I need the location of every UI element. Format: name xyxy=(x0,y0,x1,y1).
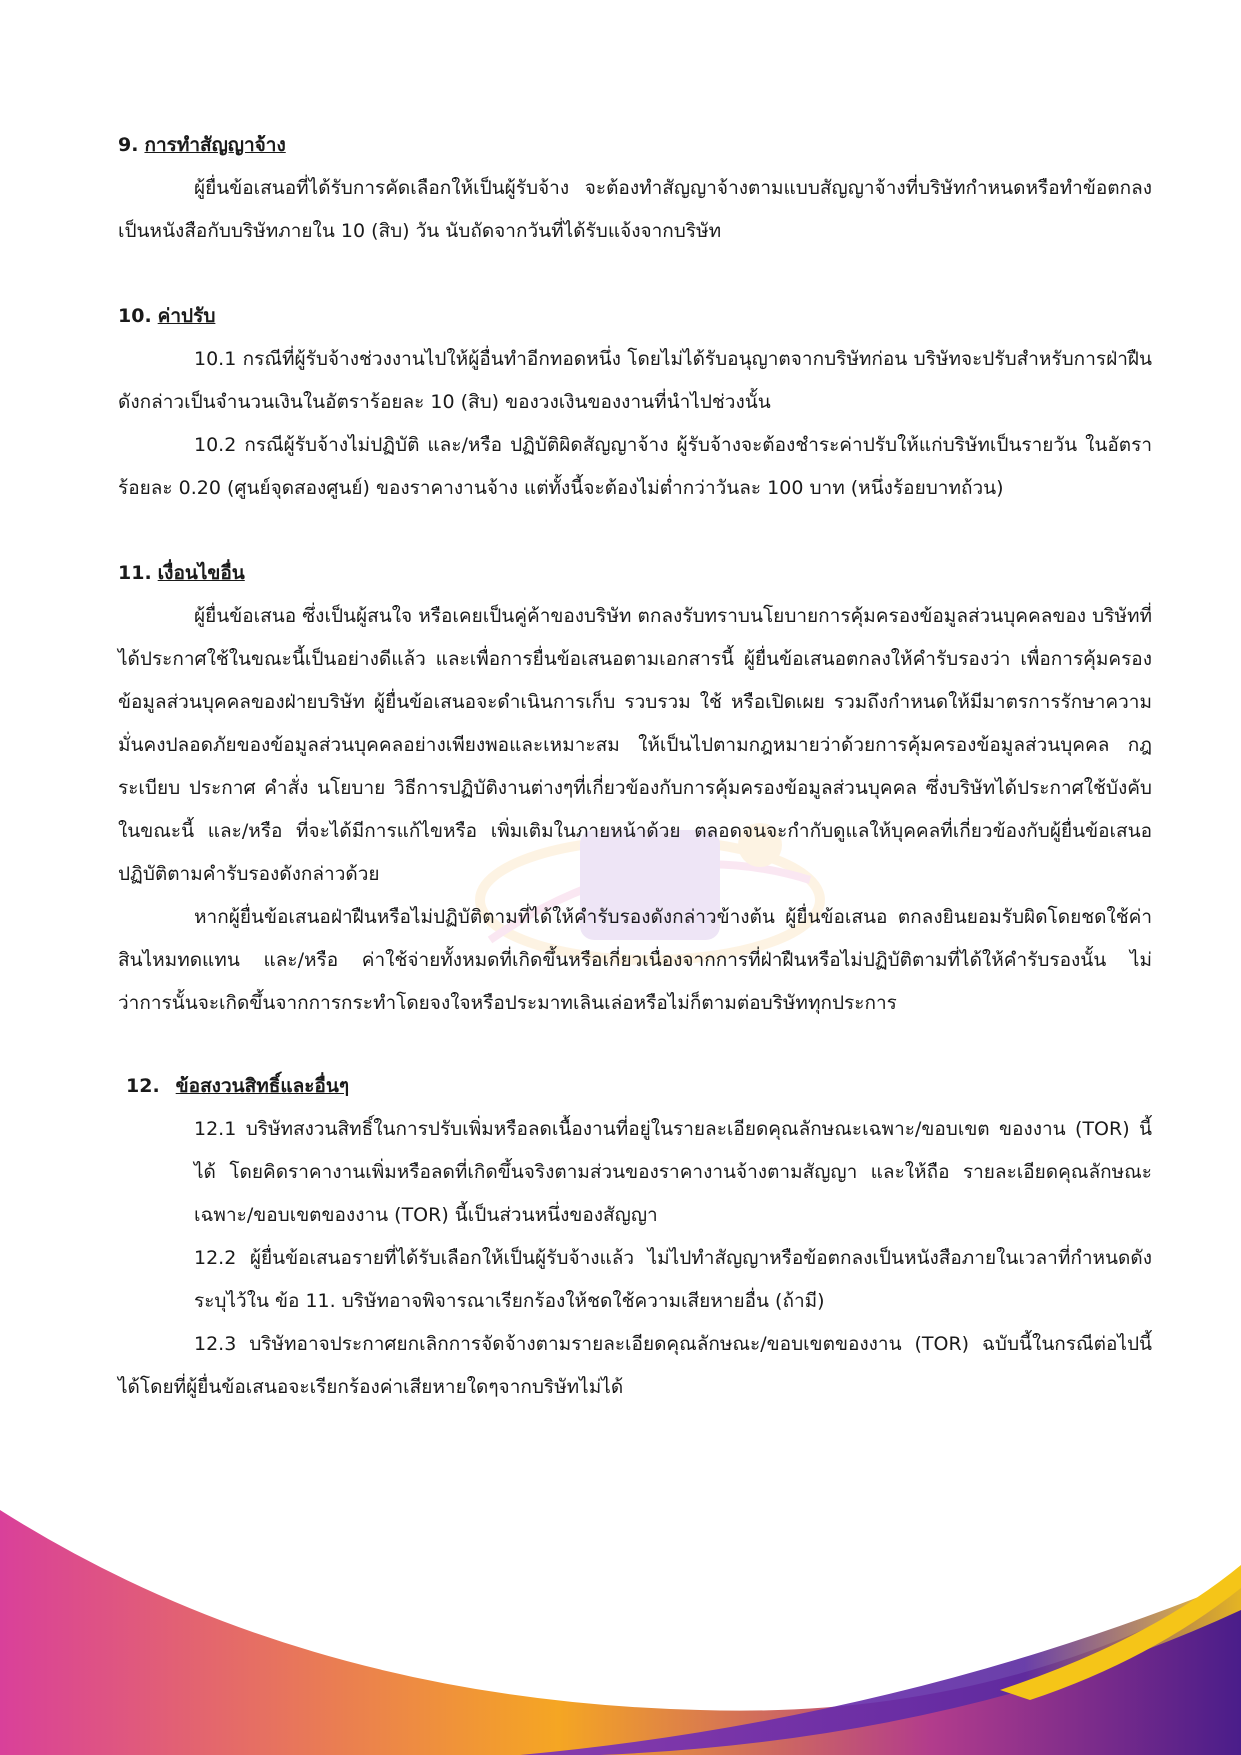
footer-decorative-band xyxy=(0,1470,1241,1755)
section-12-paragraph-1: 12.1 บริษัทสงวนสิทธิ์ในการปรับเพิ่มหรือลดเนื้องานที่อยู่ในรายละเอียดคุณลักษณะเฉพาะ/ขอบเขต ของงาน (TOR) นี้ได้ โดยคิดราคางานเพิ่มหรือลดที่เกิดขึ้นจริงตามส่วนของราคางานจ้างตามสัญญา และให้ถือ รายละเอียดคุณลักษณะเฉพาะ/ขอบเขตของงาน (TOR) นี้เป็นส่วนหนึ่งของสัญญา xyxy=(194,1118,1152,1226)
section-12-paragraph-2: 12.2 ผู้ยื่นข้อเสนอรายที่ได้รับเลือกให้เป็นผู้รับจ้างแล้ว ไม่ไปทำสัญญาหรือข้อตกลงเป็นหนังสือภายในเวลาที่กำหนดดังระบุไว้ใน ข้อ 11. บริษัทอาจพิจารณาเรียกร้องให้ชดใช้ความเสียหายอื่น (ถ้ามี) xyxy=(194,1247,1152,1312)
section-title: ข้อสงวนสิทธิ์และอื่นๆ xyxy=(175,1075,350,1097)
section-11-paragraph-2: หากผู้ยื่นข้อเสนอฝ่าฝืนหรือไม่ปฏิบัติตามที่ได้ให้คำรับรองดังกล่าวข้างต้น ผู้ยื่นข้อเสนอ ตกลงยินยอมรับผิดโดยชดใช้ค่าสินไหมทดแทน และ/หรือ ค่าใช้จ่ายทั้งหมดที่เกิดขึ้นหรือเกี่ยวเนื่องจากการที่ฝ่าฝืนหรือไม่ปฏิบัติตามที่ได้ให้คำรับรองนั้น ไม่ว่าการนั้นจะเกิดขึ้นจากการกระทำโดยจงใจหรือประมาทเลินเล่อหรือไม่ก็ตามต่อบริษัททุกประการ xyxy=(118,906,1152,1014)
section-12-paragraph-3: 12.3 บริษัทอาจประกาศยกเลิกการจัดจ้างตามรายละเอียดคุณลักษณะ/ขอบเขตของงาน (TOR) ฉบับนี้ในกรณีต่อไปนี้ได้โดยที่ผู้ยื่นข้อเสนอจะเรียกร้องค่าเสียหายใดๆจากบริษัทไม่ได้ xyxy=(118,1333,1152,1398)
section-number: 12. xyxy=(126,1075,160,1097)
section-title: การทำสัญญาจ้าง xyxy=(144,134,286,156)
section-title: เงื่อนไขอื่น xyxy=(157,562,245,584)
section-11-heading xyxy=(118,552,1152,595)
section-10-paragraph-1: 10.1 กรณีที่ผู้รับจ้างช่วงงานไปให้ผู้อื่นทำอีกทอดหนึ่ง โดยไม่ได้รับอนุญาตจากบริษัทก่อน บริษัทจะปรับสำหรับการฝ่าฝืนดังกล่าวเป็นจำนวนเงินในอัตราร้อยละ 10 (สิบ) ของวงเงินของงานที่นำไปช่วงนั้น xyxy=(118,348,1152,413)
section-12-heading xyxy=(118,1065,1152,1108)
section-number: 9. xyxy=(118,134,139,156)
section-number: 10. xyxy=(118,305,152,327)
section-number: 11. xyxy=(118,562,152,584)
section-9-heading xyxy=(118,124,1152,167)
section-10-heading xyxy=(118,295,1152,338)
section-9-paragraph-1: ผู้ยื่นข้อเสนอที่ได้รับการคัดเลือกให้เป็นผู้รับจ้าง จะต้องทำสัญญาจ้างตามแบบสัญญาจ้างที่บริษัทกำหนดหรือทำข้อตกลงเป็นหนังสือกับบริษัทภายใน 10 (สิบ) วัน นับถัดจากวันที่ได้รับแจ้งจากบริษัท xyxy=(118,177,1152,242)
document-body xyxy=(118,124,1152,1409)
section-10-paragraph-2: 10.2 กรณีผู้รับจ้างไม่ปฏิบัติ และ/หรือ ปฏิบัติผิดสัญญาจ้าง ผู้รับจ้างจะต้องชำระค่าปรับให้แก่บริษัทเป็นรายวัน ในอัตราร้อยละ 0.20 (ศูนย์จุดสองศูนย์) ของราคางานจ้าง แต่ทั้งนี้จะต้องไม่ต่ำกว่าวันละ 100 บาท (หนึ่งร้อยบาทถ้วน) xyxy=(118,434,1152,499)
section-title: ค่าปรับ xyxy=(157,305,216,327)
section-11-paragraph-1: ผู้ยื่นข้อเสนอ ซึ่งเป็นผู้สนใจ หรือเคยเป็นคู่ค้าของบริษัท ตกลงรับทราบนโยบายการคุ้มครองข้อมูลส่วนบุคคลของ บริษัทที่ได้ประกาศใช้ในขณะนี้เป็นอย่างดีแล้ว และเพื่อการยื่นข้อเสนอตามเอกสารนี้ ผู้ยื่นข้อเสนอตกลงให้คำรับรองว่า เพื่อการคุ้มครองข้อมูลส่วนบุคคลของฝ่ายบริษัท ผู้ยื่นข้อเสนอจะดำเนินการเก็บ รวบรวม ใช้ หรือเปิดเผย รวมถึงกำหนดให้มีมาตรการรักษาความมั่นคงปลอดภัยของข้อมูลส่วนบุคคลอย่างเพียงพอและเหมาะสม ให้เป็นไปตามกฎหมายว่าด้วยการคุ้มครองข้อมูลส่วนบุคคล กฎ ระเบียบ ประกาศ คำสั่ง นโยบาย วิธีการปฏิบัติงานต่างๆที่เกี่ยวข้องกับการคุ้มครองข้อมูลส่วนบุคคล ซึ่งบริษัทได้ประกาศใช้บังคับในขณะนี้ และ/หรือ ที่จะได้มีการแก้ไขหรือ เพิ่มเติมในภายหน้าด้วย ตลอดจนจะกำกับดูแลให้บุคคลที่เกี่ยวข้องกับผู้ยื่นข้อเสนอปฏิบัติตามคำรับรองดังกล่าวด้วย xyxy=(118,605,1152,885)
